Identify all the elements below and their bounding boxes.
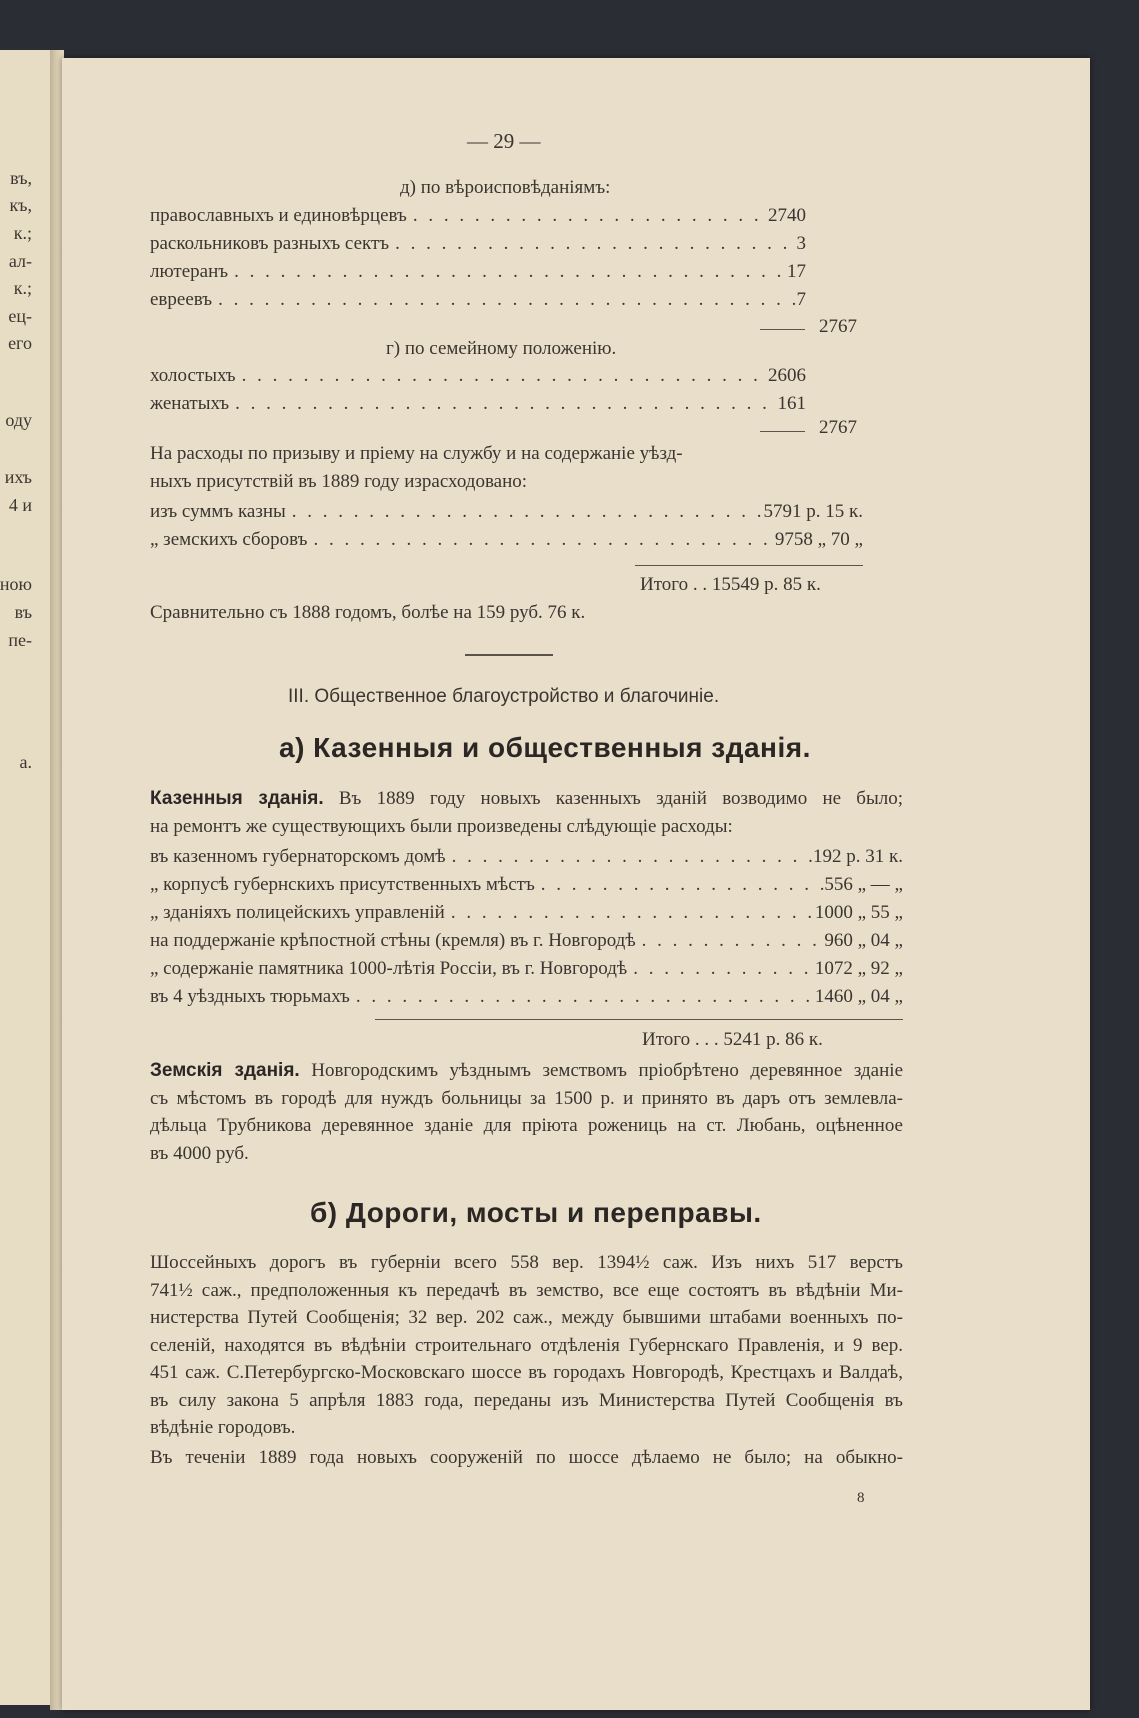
gov-total: Итого . . . 5241 р. 86 к. xyxy=(642,1029,823,1050)
left-fragment: ихъ xyxy=(4,467,32,487)
left-page-edge xyxy=(0,50,52,1705)
gov-expense-row: въ казенномъ губернаторскомъ домѣ . . . 192 р. 31 к. xyxy=(150,846,903,868)
left-fragment: въ, xyxy=(10,168,32,188)
total-rule xyxy=(635,565,863,566)
expenses-row: „ земскихъ сборовъ . . . 9758 „ 70 „ xyxy=(150,529,863,551)
marital-heading: г) по семейному положенію. xyxy=(386,338,617,359)
signature-mark: 8 xyxy=(857,1490,865,1506)
gov-buildings-paragraph: Казенныя зданія. Въ 1889 году новыхъ казенныхъ зданій возводимо не было; на ремонтъ же существующихъ были произведены слѣдующіе расходы: xyxy=(150,788,903,837)
page-number: — 29 — xyxy=(467,129,541,153)
heading-a: а) Казенныя и общественныя зданія. xyxy=(279,732,811,763)
total-rule xyxy=(375,1019,903,1020)
left-fragment: а. xyxy=(19,752,32,772)
religion-row: лютеранъ . . . 17 xyxy=(150,261,806,283)
left-fragment: оду xyxy=(5,410,32,430)
zemstvo-buildings-paragraph: Земскія зданія. Новгородскимъ уѣзднымъ земствомъ пріобрѣтено деревянное зданіе съ мѣстомъ въ городѣ для нуждъ больницы за 1500 р. и принято въ даръ отъ землевла- дѣльца Трубникова деревянное зданіе для пріюта рожениць на ст. Любань, оцѣненное въ 4000 руб. xyxy=(150,1060,903,1164)
gov-expense-row: „ корпусѣ губернскихъ присутственныхъ мѣстъ . . . 556 „ — „ xyxy=(150,874,903,896)
expenses-comparison: Сравнительно съ 1888 годомъ, болѣе на 159 руб. 76 к. xyxy=(150,602,586,623)
left-fragment: к.; xyxy=(13,278,32,298)
expenses-total: Итого . . 15549 р. 85 к. xyxy=(640,574,821,595)
gov-expense-row: въ 4 уѣздныхъ тюрьмахъ . . . 1460 „ 04 „ xyxy=(150,986,903,1008)
expenses-intro: ныхъ присутствій въ 1889 году израсходовано: xyxy=(150,471,528,492)
section-separator xyxy=(465,654,553,656)
religion-row: православныхъ и единовѣрцевъ . . . 2740 xyxy=(150,205,806,227)
left-fragment: пе- xyxy=(8,630,32,650)
religion-row: раскольниковъ разныхъ сектъ . . . 3 xyxy=(150,233,806,255)
gov-buildings-lead: Казенныя зданія. xyxy=(150,788,324,809)
left-fragment: ец- xyxy=(8,306,32,326)
section-title: III. Общественное благоустройство и благочиніе. xyxy=(288,686,720,707)
gov-expense-row: „ содержаніе памятника 1000-лѣтія Россіи, въ г. Новгородѣ . . . 1072 „ 92 „ xyxy=(150,958,903,980)
gov-expense-row: „ зданіяхъ полицейскихъ управленій . . . 1000 „ 55 „ xyxy=(150,902,903,924)
expenses-intro: На расходы по призыву и пріему на службу и на содержаніе уѣзд- xyxy=(150,443,683,464)
final-paragraph: Въ теченіи 1889 года новыхъ сооруженій по шоссе дѣлаемо не было; на обыкно- xyxy=(150,1447,903,1468)
roads-paragraph: Шоссейныхъ дорогъ въ губерніи всего 558 вер. 1394½ саж. Изъ нихъ 517 верстъ 741½ саж., предположенныя къ передачѣ въ земство, все еще состоятъ въ вѣдѣніи Ми- нистерства Путей Сообщенія; 32 вер. 202 саж., между бывшими штабами военныхъ по- селеній, находятся въ вѣдѣніи строительнаго отдѣленія Губернскаго Правленія, и 9 вер. 451 саж. С.Петербургско-Московскаго шоссе въ городахъ Новгородѣ, Крестцахъ и Валдаѣ, въ силу закона 5 апрѣля 1883 года, переданы изъ Министерства Путей Сообщенія въ вѣдѣніе городовъ. xyxy=(150,1252,903,1438)
zemstvo-buildings-lead: Земскія зданія. xyxy=(150,1060,300,1081)
total-rule xyxy=(760,431,805,432)
left-fragment: к.; xyxy=(13,223,32,243)
left-fragment: ною xyxy=(0,574,32,594)
marital-row: холостыхъ . . . 2606 xyxy=(150,365,806,387)
document-page xyxy=(62,58,1090,1710)
marital-total: 2767 xyxy=(819,417,857,438)
expenses-row: изъ суммъ казны . . . 5791 р. 15 к. xyxy=(150,501,863,523)
left-fragment: ал- xyxy=(8,251,32,271)
marital-row: женатыхъ . . . 161 xyxy=(150,393,806,415)
left-fragment: его xyxy=(8,333,32,353)
total-rule xyxy=(760,329,805,330)
left-fragment: 4 и xyxy=(8,495,32,515)
religion-total: 2767 xyxy=(819,316,857,337)
heading-b: б) Дороги, мосты и переправы. xyxy=(310,1197,762,1228)
left-fragment: въ xyxy=(14,602,32,622)
left-fragment: къ, xyxy=(9,195,32,215)
gov-expense-row: на поддержаніе крѣпостной стѣны (кремля) въ г. Новгородѣ . . . 960 „ 04 „ xyxy=(150,930,903,952)
religion-row: евреевъ . . . 7 xyxy=(150,289,806,311)
religion-heading: д) по вѣроисповѣданіямъ: xyxy=(400,177,611,198)
